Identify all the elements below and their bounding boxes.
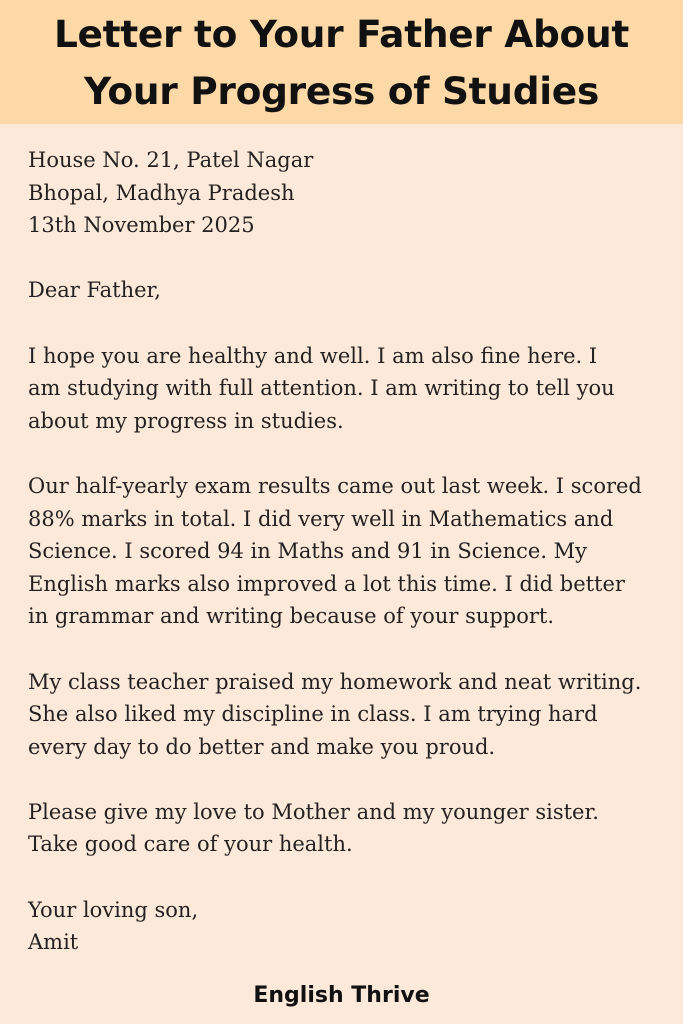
- title-line-1: Letter to Your Father About: [53, 12, 630, 56]
- paragraph-line: in grammar and writing because of your support.: [28, 604, 555, 629]
- paragraph-line: about my progress in studies.: [28, 408, 344, 433]
- spacer: [28, 633, 668, 666]
- spacer: [28, 861, 668, 894]
- address-line-1: House No. 21, Patel Nagar: [28, 148, 314, 172]
- title-banner: [0, 0, 683, 124]
- paragraph-line: am studying with full attention. I am writing to tell you: [28, 376, 615, 401]
- paragraph-health: [28, 340, 668, 438]
- sender-address: [28, 144, 668, 242]
- salutation: Dear Father,: [28, 278, 161, 303]
- paragraph-line: Our half-yearly exam results came out last week. I scored: [28, 473, 642, 498]
- spacer: [28, 307, 668, 340]
- paragraph-line: Science. I scored 94 in Maths and 91 in Science. My: [28, 539, 588, 564]
- letter-date: 13th November 2025: [28, 213, 255, 238]
- paragraph-line: 88% marks in total. I did very well in Mathematics and: [28, 506, 614, 531]
- closing: [28, 894, 668, 959]
- paragraph-line: English marks also improved a lot this time. I did better: [28, 571, 625, 596]
- paragraph-family: [28, 796, 668, 861]
- spacer: [28, 437, 668, 470]
- closing-line: Your loving son,: [28, 897, 199, 922]
- paragraph-teacher: [28, 666, 668, 764]
- spacer: [28, 763, 668, 796]
- paragraph-line: Please give my love to Mother and my younger sister.: [28, 799, 599, 824]
- paragraph-line: I hope you are healthy and well. I am also fine here. I: [28, 343, 598, 368]
- paragraph-line: Take good care of your health.: [28, 832, 353, 857]
- address-line-2: Bhopal, Madhya Pradesh: [28, 180, 295, 205]
- title-line-2: Your Progress of Studies: [84, 69, 599, 113]
- paragraph-line: every day to do better and make you proud.: [28, 734, 496, 759]
- paragraph-line: She also liked my discipline in class. I am trying hard: [28, 702, 598, 727]
- paragraph-results: [28, 470, 668, 633]
- spacer: [28, 242, 668, 275]
- brand-footer: English Thrive: [253, 983, 430, 1008]
- letter-body: [28, 144, 668, 959]
- paragraph-line: My class teacher praised my homework and neat writing.: [28, 669, 642, 694]
- signature-name: Amit: [28, 930, 79, 955]
